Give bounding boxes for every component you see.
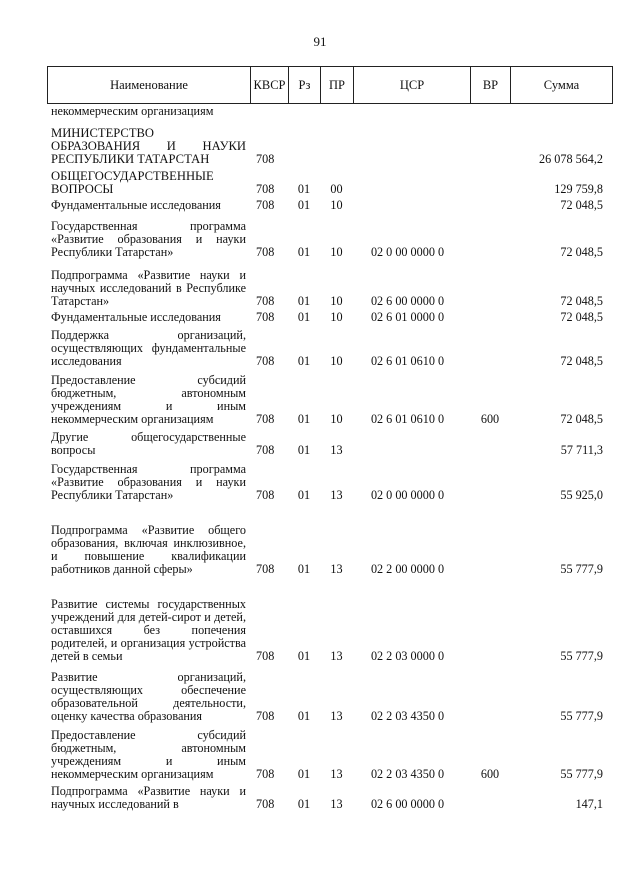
- row-csr: 02 0 00 0000 0: [370, 244, 445, 259]
- table-row: [47, 368, 613, 426]
- row-sum: 72 048,5: [560, 244, 603, 259]
- row-rz: 01: [297, 411, 311, 426]
- table-row: [47, 457, 613, 502]
- row-name: Подпрограмма «Развитие науки и научных исследований в Республике Татарстан»: [51, 267, 246, 308]
- row-kvsr: 708: [256, 766, 275, 781]
- header-csr: ЦСР: [354, 67, 471, 103]
- header-vr: ВР: [471, 67, 511, 103]
- row-pr: 13: [330, 561, 343, 576]
- row-sum: 72 048,5: [560, 411, 603, 426]
- row-csr: 02 6 00 0000 0: [370, 293, 445, 308]
- page-number: 91: [313, 34, 327, 49]
- row-rz: 01: [297, 561, 311, 576]
- row-pr: 10: [330, 293, 343, 308]
- row-rz: 01: [297, 487, 311, 502]
- row-kvsr: 708: [256, 487, 275, 502]
- row-kvsr: 708: [256, 797, 275, 811]
- row-pr: 00: [330, 181, 343, 196]
- row-rz: 01: [297, 197, 311, 212]
- row-kvsr: 708: [256, 244, 275, 259]
- row-sum: 26 078 564,2: [539, 151, 603, 166]
- table-header: [47, 66, 613, 104]
- row-pr: 13: [330, 648, 343, 663]
- row-name: Государственная программа «Развитие образования и науки Республики Татарстан»: [51, 461, 246, 502]
- row-kvsr: 708: [256, 411, 275, 426]
- row-sum: 55 925,0: [560, 487, 603, 502]
- table-body: [47, 105, 613, 815]
- row-pr: 13: [330, 487, 343, 502]
- row-vr: [470, 785, 510, 798]
- row-rz: 01: [297, 648, 311, 663]
- row-pr: 10: [330, 244, 343, 259]
- row-rz: 01: [297, 244, 311, 259]
- row-name: Государственная программа «Развитие образования и науки Республики Татарстан»: [51, 218, 246, 259]
- row-rz: 01: [297, 708, 311, 723]
- table-row: [47, 723, 613, 781]
- row-sum: 72 048,5: [560, 293, 603, 308]
- table-row: [47, 166, 613, 196]
- row-name: Подпрограмма «Развитие общего образования, включая инклюзивное, и повышение квалификации работников данной сферы»: [51, 522, 246, 576]
- row-sum: 72 048,5: [560, 353, 603, 368]
- row-name: МИНИСТЕРСТВО ОБРАЗОВАНИЯ И НАУКИ РЕСПУБЛИКИ ТАТАРСТАН: [51, 125, 246, 166]
- row-pr: 13: [330, 442, 343, 457]
- header-pr: ПР: [321, 67, 354, 103]
- row-name: Другие общегосударственные вопросы: [51, 429, 246, 457]
- row-rz: 01: [297, 766, 311, 781]
- row-name: Фундаментальные исследования: [51, 309, 221, 324]
- row-kvsr: 708: [256, 708, 275, 723]
- row-kvsr: 708: [256, 197, 275, 212]
- table-row: [47, 259, 613, 308]
- row-rz: 01: [297, 181, 311, 196]
- row-rz: 01: [297, 797, 311, 811]
- row-sum: 55 777,9: [560, 561, 603, 576]
- row-csr: 02 2 03 4350 0: [370, 766, 445, 781]
- table-row: [47, 502, 613, 576]
- row-kvsr: 708: [256, 648, 275, 663]
- row-pr: 10: [330, 309, 343, 324]
- row-csr: 02 6 01 0610 0: [370, 411, 445, 426]
- row-sum: 55 777,9: [560, 766, 603, 781]
- row-rz: 01: [297, 293, 311, 308]
- row-pr: 13: [330, 797, 343, 811]
- table-row: [47, 663, 613, 723]
- row-vr: 600: [480, 766, 500, 781]
- header-rz: Рз: [289, 67, 321, 103]
- header-name: Наименование: [48, 67, 251, 103]
- row-sum: 147,1: [575, 797, 603, 811]
- row-name: Развитие организаций, осуществляющих обеспечение образовательной деятельности, оценку качества образования: [51, 669, 246, 723]
- row-csr: 02 2 00 0000 0: [370, 561, 445, 576]
- table-row: [47, 118, 613, 166]
- row-csr: 02 6 01 0610 0: [370, 353, 445, 368]
- row-sum: 72 048,5: [560, 309, 603, 324]
- row-csr: 02 2 03 4350 0: [370, 708, 445, 723]
- row-sum: 55 777,9: [560, 708, 603, 723]
- row-kvsr: 708: [256, 353, 275, 368]
- row-pr: 13: [330, 708, 343, 723]
- row-kvsr: 708: [256, 442, 275, 457]
- table-row: [47, 308, 613, 324]
- header-kvsr: КВСР: [251, 67, 289, 103]
- table-row: [47, 212, 613, 259]
- row-rz: 01: [297, 309, 311, 324]
- row-name: Предоставление субсидий бюджетным, автономным учреждениям и иным некоммерческим организациям: [51, 727, 246, 781]
- row-sum: 129 759,8: [554, 181, 603, 196]
- row-sum: 55 777,9: [560, 648, 603, 663]
- row-name: Предоставление субсидий бюджетным, автономным учреждениям и иным некоммерческим организациям: [51, 372, 246, 426]
- row-csr: 02 2 03 0000 0: [370, 648, 445, 663]
- row-pr: 10: [330, 197, 343, 212]
- row-kvsr: 708: [256, 151, 275, 166]
- table-row: [47, 105, 613, 118]
- row-rz: 01: [297, 353, 311, 368]
- table-row: [47, 324, 613, 368]
- row-csr: 02 0 00 0000 0: [370, 487, 445, 502]
- row-vr: 600: [480, 411, 500, 426]
- row-name: Подпрограмма «Развитие науки и научных исследований в: [51, 784, 246, 812]
- header-sum: Сумма: [543, 77, 580, 92]
- row-name: Поддержка организаций, осуществляющих фундаментальные исследования: [51, 327, 246, 368]
- row-kvsr: 708: [256, 561, 275, 576]
- row-pr: 10: [330, 411, 343, 426]
- table-row: [47, 196, 613, 212]
- row-pr: 13: [330, 766, 343, 781]
- table-row: [47, 781, 613, 815]
- row-sum: 72 048,5: [560, 197, 603, 212]
- row-kvsr: 708: [256, 309, 275, 324]
- row-name: Фундаментальные исследования: [51, 197, 221, 212]
- row-csr: 02 6 01 0000 0: [370, 309, 445, 324]
- row-kvsr: 708: [256, 181, 275, 196]
- table-row: [47, 576, 613, 663]
- row-csr: 02 6 00 0000 0: [370, 797, 445, 811]
- row-kvsr: 708: [256, 293, 275, 308]
- row-name: ОБЩЕГОСУДАРСТВЕННЫЕ ВОПРОСЫ: [51, 168, 214, 196]
- row-name: некоммерческим организациям: [51, 103, 214, 118]
- row-sum: 57 711,3: [560, 442, 603, 457]
- table-row: [47, 426, 613, 457]
- row-rz: 01: [297, 442, 311, 457]
- row-name: Развитие системы государственных учреждений для детей-сирот и детей, оставшихся без попечения родителей, и организация устройства детей в семьи: [51, 596, 246, 663]
- row-pr: 10: [330, 353, 343, 368]
